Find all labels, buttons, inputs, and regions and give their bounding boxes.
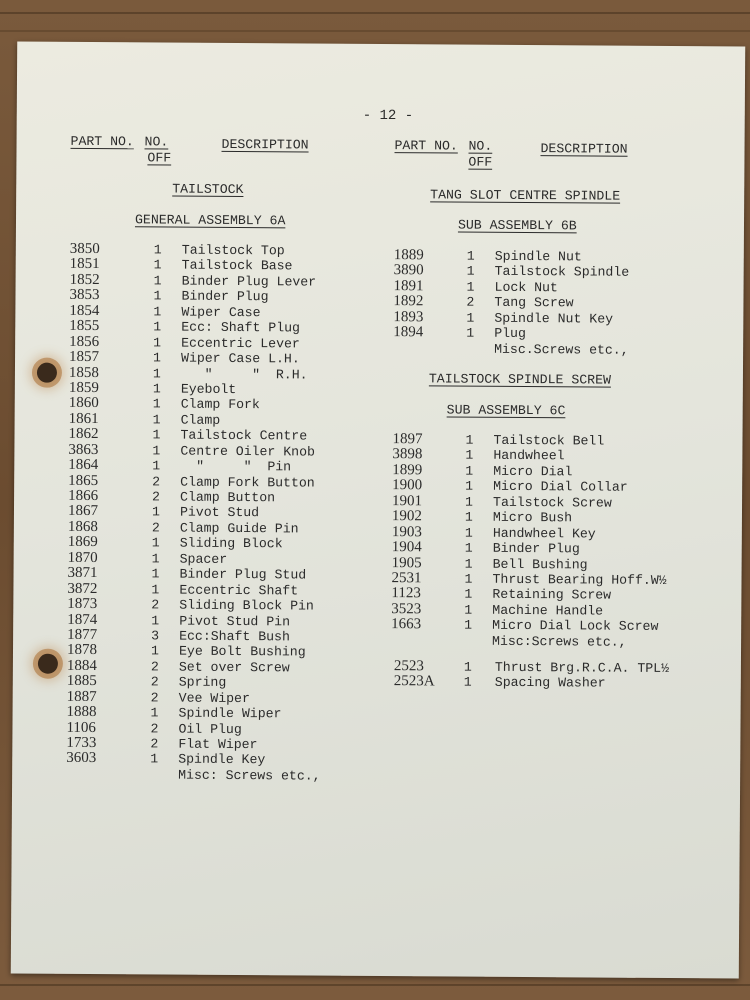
quantity: 3: [151, 628, 160, 644]
part-description: Clamp: [180, 412, 221, 428]
part-description: Spacer: [179, 551, 228, 567]
part-number: 1892: [393, 293, 424, 310]
part-number: 1878: [66, 642, 98, 659]
part-number: 1854: [69, 302, 100, 319]
part-number: 3863: [68, 441, 99, 458]
quantity: 1: [151, 535, 160, 551]
part-number: 1874: [67, 611, 98, 628]
column-header-description: DESCRIPTION: [221, 136, 309, 153]
part-number: 1900: [392, 477, 423, 494]
part-description: Clamp Guide Pin: [179, 520, 299, 537]
part-description: Handwheel Key: [492, 525, 596, 542]
quantity: 1: [151, 504, 160, 520]
part-description: Tailstock Top: [181, 242, 285, 259]
part-number: 1893: [393, 308, 424, 326]
part-description: Tailstock Bell: [493, 432, 605, 449]
quantity: 1: [466, 310, 475, 326]
quantity: 1: [463, 659, 472, 675]
column-header-off: OFF: [468, 154, 493, 170]
part-number: 1865: [68, 472, 99, 489]
part-description: Oil Plug: [178, 721, 242, 737]
part-description: Spindle Nut: [494, 248, 582, 265]
part-description: Pivot Stud: [179, 505, 260, 521]
part-number: 3871: [67, 565, 98, 582]
quantity: 2: [150, 659, 159, 675]
quantity: 1: [150, 705, 159, 721]
quantity: 1: [153, 242, 162, 258]
quantity: 1: [151, 551, 160, 567]
part-description: Binder Plug: [181, 288, 269, 305]
part-description: Spindle Nut Key: [494, 310, 614, 327]
part-description: Tang Screw: [494, 295, 574, 311]
column-header-part-no: PART NO.: [70, 133, 134, 150]
column-header-no: NO.: [144, 134, 169, 150]
quantity: 1: [152, 412, 161, 428]
part-description: Micro Bush: [492, 509, 573, 526]
quantity: 2: [150, 690, 159, 706]
part-number: 3850: [69, 240, 100, 258]
quantity: 1: [464, 617, 473, 633]
parts-list-page: [11, 41, 745, 978]
section-title: TANG SLOT CENTRE SPINDLE: [430, 187, 621, 204]
part-number: 3853: [69, 287, 100, 304]
part-description: Tailstock Spindle: [494, 264, 630, 281]
quantity: 1: [151, 566, 160, 582]
quantity: 1: [465, 463, 474, 479]
part-number: 1856: [69, 333, 100, 350]
part-number: 2523A: [393, 673, 435, 690]
quantity: 2: [152, 473, 161, 490]
part-description: " " Pin: [180, 458, 292, 475]
part-number: 1877: [67, 626, 98, 643]
part-number: 1884: [66, 657, 97, 674]
right-parts-list-6b: [393, 247, 630, 342]
quantity: 1: [152, 443, 161, 459]
quantity: 1: [464, 540, 473, 556]
quantity: 2: [466, 294, 475, 310]
quantity: 1: [465, 432, 474, 448]
assembly-title: GENERAL ASSEMBLY 6A: [134, 212, 286, 229]
quantity: 1: [465, 494, 474, 510]
section-title: TAILSTOCK SPINDLE SCREW: [428, 371, 611, 388]
part-number: 1663: [391, 616, 422, 633]
quantity: 1: [464, 602, 473, 618]
part-description: Plug: [494, 325, 526, 342]
quantity: 1: [466, 279, 475, 295]
part-description: Spindle Wiper: [178, 705, 282, 722]
quantity: 1: [150, 751, 159, 767]
left-parts-list: [66, 240, 317, 768]
part-number: 1869: [67, 534, 98, 551]
quantity: 2: [151, 520, 160, 536]
part-description: Machine Handle: [492, 602, 604, 619]
quantity: 2: [150, 720, 159, 737]
part-number: 1887: [66, 688, 97, 705]
part-number: 1859: [68, 379, 99, 396]
quantity: 1: [152, 396, 161, 412]
part-description: Wiper Case: [181, 304, 261, 320]
part-description: Clamp Button: [180, 489, 276, 506]
part-number: 1899: [392, 461, 423, 479]
part-number: 1868: [67, 518, 98, 535]
misc-note: Misc.Screws etc.,: [494, 341, 629, 358]
part-number: 3898: [392, 446, 423, 463]
quantity: 2: [151, 597, 160, 613]
part-description: Ecc: Shaft Plug: [181, 319, 301, 336]
part-number: 1858: [68, 364, 100, 381]
quantity: 1: [151, 582, 160, 598]
part-description: Lock Nut: [494, 279, 558, 296]
right-parts-list-6c: [391, 431, 667, 635]
quantity: 1: [152, 381, 161, 397]
part-description: Handwheel: [493, 448, 565, 464]
quantity: 1: [465, 478, 474, 494]
part-number: 1888: [66, 703, 97, 721]
part-number: 1733: [66, 734, 97, 752]
part-description: Binder Plug Lever: [181, 273, 317, 290]
part-description: Wiper Case L.H.: [181, 350, 300, 367]
part-description: Sliding Block Pin: [179, 597, 314, 614]
part-number: 1901: [392, 492, 423, 510]
part-number: 1106: [66, 719, 96, 736]
quantity: 1: [153, 288, 162, 304]
quantity: 1: [150, 643, 159, 659]
part-description: Micro Dial Collar: [493, 479, 628, 496]
quantity: 2: [150, 736, 159, 752]
quantity: 1: [464, 586, 473, 603]
part-number: 1860: [68, 395, 99, 412]
quantity: 1: [153, 319, 162, 335]
quantity: 2: [152, 489, 161, 505]
part-description: " " R.H.: [180, 366, 308, 383]
part-number: 1862: [68, 426, 99, 443]
column-header-off: OFF: [147, 150, 172, 166]
quantity: 1: [466, 264, 475, 280]
part-description: Clamp Fork: [180, 396, 260, 413]
quantity: 2: [150, 674, 159, 690]
part-number: 1902: [391, 508, 423, 525]
quantity: 1: [151, 612, 160, 628]
part-number: 3890: [393, 262, 424, 279]
assembly-title: SUB ASSEMBLY 6C: [446, 402, 566, 419]
page-number: - 12 -: [362, 107, 414, 125]
part-number: 1889: [393, 247, 424, 264]
part-number: 1885: [66, 673, 97, 690]
part-description: Bell Bushing: [492, 556, 588, 572]
part-number: 1857: [69, 348, 100, 366]
part-number: 1855: [69, 318, 100, 335]
quantity: 1: [153, 273, 162, 289]
part-number: 3523: [391, 600, 422, 618]
quantity: 1: [152, 365, 161, 381]
part-number: 1873: [67, 595, 98, 613]
assembly-title: SUB ASSEMBLY 6B: [457, 217, 577, 234]
part-description: Ecc:Shaft Bush: [179, 628, 290, 645]
quantity: 1: [465, 448, 474, 464]
part-description: Binder Plug Stud: [179, 566, 307, 583]
part-number: 1867: [67, 503, 99, 520]
column-header-no: NO.: [468, 138, 493, 154]
part-number: 1123: [391, 585, 421, 602]
part-number: 1866: [68, 487, 99, 505]
part-description: Tailstock Base: [181, 258, 293, 274]
quantity: 1: [464, 556, 473, 572]
part-description: Micro Dial Lock Screw: [492, 618, 659, 635]
part-description: Eccentric Lever: [181, 335, 300, 352]
wood-grain: [0, 12, 750, 14]
quantity: 1: [153, 304, 162, 320]
part-number: 1905: [391, 554, 422, 571]
part-description: Pivot Stud Pin: [179, 613, 291, 629]
part-description: Sliding Block: [179, 535, 283, 552]
part-description: Tailstock Screw: [493, 494, 612, 511]
part-description: Eccentric Shaft: [179, 582, 299, 599]
punch-hole: [37, 363, 57, 383]
quantity: 1: [152, 458, 161, 474]
quantity: 1: [466, 325, 475, 341]
column-header-part-no: PART NO.: [394, 138, 458, 154]
part-number: 2523: [393, 658, 424, 675]
quantity: 1: [153, 335, 162, 351]
part-description: Clamp Fork Button: [180, 474, 315, 491]
misc-note: Misc:Screws etc.,: [492, 633, 627, 650]
part-description: Tailstock Centre: [180, 427, 308, 444]
part-number: 1851: [69, 256, 100, 273]
part-description: Set over Screw: [178, 659, 290, 676]
part-number: 1894: [393, 324, 424, 341]
part-number: 1870: [67, 549, 98, 566]
quantity: 1: [153, 350, 162, 366]
part-number: 2531: [391, 570, 422, 587]
part-description: Eye Bolt Bushing: [178, 643, 306, 660]
part-description: Vee Wiper: [178, 690, 250, 706]
wood-grain: [0, 984, 750, 986]
part-number: 3603: [66, 750, 97, 767]
quantity: 1: [466, 248, 475, 264]
part-number: 1891: [393, 277, 424, 295]
part-description: Spindle Key: [178, 752, 266, 768]
part-number: 1897: [392, 431, 423, 448]
part-description: Spacing Washer: [494, 675, 606, 692]
quantity: 1: [464, 571, 473, 587]
quantity: 1: [463, 675, 472, 691]
quantity: 1: [153, 257, 162, 273]
part-number: 1903: [391, 523, 422, 540]
part-number: 3872: [67, 580, 98, 597]
column-header-description: DESCRIPTION: [540, 141, 628, 157]
section-title: TAILSTOCK: [172, 181, 244, 198]
part-description: Thrust Brg.R.C.A. TPL½: [494, 659, 670, 677]
punch-hole: [38, 654, 58, 674]
part-description: Thrust Bearing Hoff.W½: [492, 571, 667, 588]
part-number: 1904: [391, 539, 422, 556]
part-description: Flat Wiper: [178, 736, 258, 753]
quantity: 1: [464, 509, 473, 525]
part-description: Eyebolt: [180, 381, 237, 397]
part-description: Retaining Screw: [492, 587, 612, 604]
part-description: Micro Dial: [493, 463, 573, 480]
quantity: 1: [464, 525, 473, 541]
part-description: Spring: [178, 674, 227, 691]
part-number: 1852: [69, 271, 100, 288]
part-description: Binder Plug: [492, 540, 580, 557]
quantity: 1: [152, 427, 161, 443]
misc-note: Misc: Screws etc.,: [178, 767, 321, 784]
part-number: 1864: [68, 456, 99, 474]
part-number: 1861: [68, 410, 99, 427]
part-description: Centre Oiler Knob: [180, 443, 316, 460]
wood-grain: [0, 30, 750, 32]
